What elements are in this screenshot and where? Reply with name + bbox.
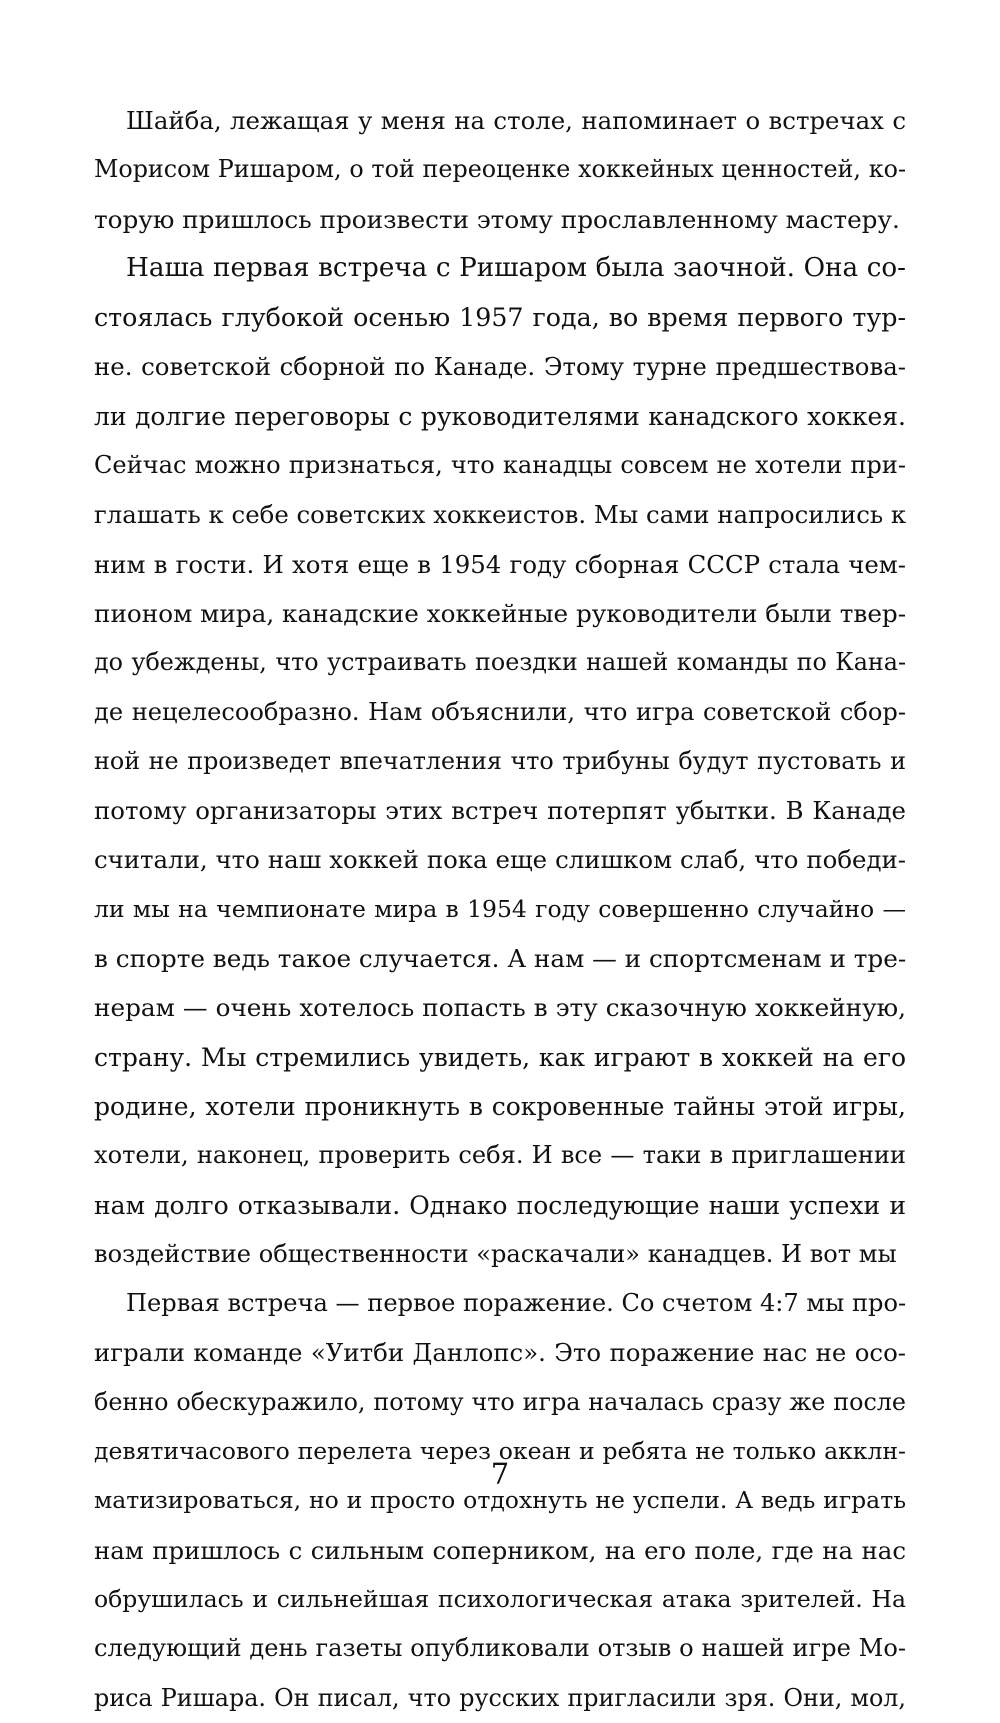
- text-line: ли мы на чемпионате мира в 1954 году совершенно случайно —: [94, 894, 906, 923]
- text-line: не. советской сборной по Канаде. Этому турне предшествова-: [94, 352, 906, 382]
- text-line: в спорте ведь такое случается. А нам — и спортсменам и тре-: [94, 944, 907, 974]
- text-line: Первая встреча — первое поражение. Со счетом 4:7 мы про-: [126, 1289, 907, 1318]
- text-line: потому организаторы этих встреч потерпят убытки. В Канаде: [94, 796, 906, 826]
- text-line: ли долгие переговоры с руководителями канадского хоккея.: [94, 401, 906, 431]
- text-line: хотели, наконец, проверить себя. И все — таки в приглашении: [94, 1141, 906, 1170]
- text-line: нам долго отказывали. Однако последующие наши успехи и: [94, 1190, 906, 1220]
- page-number: 7: [490, 1457, 510, 1491]
- text-line: считали, что наш хоккей пока еще слишком слаб, что победи-: [94, 845, 906, 875]
- text-line: нерам — очень хотелось попасть в эту сказочную хоккейную,: [94, 993, 906, 1023]
- text-line: торую пришлось произвести этому прославленному мастеру.: [94, 204, 900, 234]
- text-line: родине, хотели проникнуть в сокровенные тайны этой игры,: [94, 1091, 906, 1121]
- text-line: бенно обескуражило, потому что игра началась сразу же после: [94, 1387, 906, 1416]
- text-line: глашать к себе советских хоккеистов. Мы сами напросились к: [94, 500, 907, 530]
- text-line: воздействие общественности «раскачали» канадцев. И вот мы: [94, 1239, 897, 1268]
- text-line: обрушилась и сильнейшая психологическая атака зрителей. На: [94, 1584, 906, 1613]
- text-line: играли команде «Уитби Данлопс». Это поражение нас не осо-: [94, 1338, 906, 1368]
- text-line: нам пришлось с сильным соперником, на его поле, где на нас: [94, 1535, 906, 1565]
- text-line: ной не произведет впечатления что трибуны будут пустовать и: [94, 746, 906, 775]
- text-line: матизироваться, но и просто отдохнуть не успели. А ведь играть: [94, 1486, 906, 1515]
- text-line: риса Ришара. Он писал, что русских пригласили зря. Они, мол,: [94, 1683, 906, 1712]
- text-line: до убеждены, что устраивать поездки нашей команды по Кана-: [94, 648, 906, 677]
- text-line: де нецелесообразно. Нам объяснили, что игра советской сбор-: [94, 697, 906, 726]
- text-line: страну. Мы стремились увидеть, как играют в хоккей на его: [94, 1042, 906, 1072]
- text-line: Сейчас можно признаться, что канадцы совсем не хотели при-: [94, 451, 906, 480]
- text-line: пионом мира, канадские хоккейные руководители были твер-: [94, 598, 907, 628]
- text-line: девятичасового перелета через океан и ребята не только акклн-: [94, 1437, 906, 1466]
- text-line: Шайба, лежащая у меня на столе, напоминает о встречах с: [126, 106, 906, 135]
- text-line: стоялась глубокой осенью 1957 года, во время первого тур-: [94, 303, 906, 333]
- text-line: ним в гости. И хотя еще в 1954 году сборная СССР стала чем-: [94, 549, 906, 579]
- text-line: следующий день газеты опубликовали отзыв о нашей игре Мо-: [94, 1634, 906, 1663]
- text-line: Наша первая встреча с Ришаром была заочной. Она со-: [126, 252, 906, 283]
- text-line: Морисом Ришаром, о той переоценке хоккейных ценностей, ко-: [94, 155, 906, 184]
